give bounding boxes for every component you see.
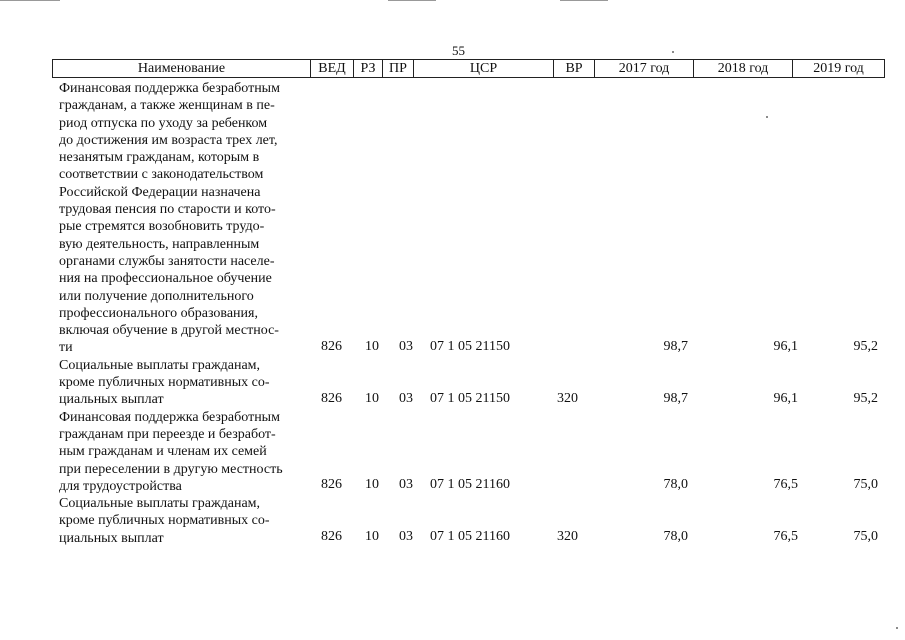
table-body	[59, 80, 889, 547]
row-pr: 03	[399, 390, 413, 406]
row-2018: 76,5	[773, 529, 798, 545]
row-ved: 826	[321, 477, 342, 493]
row-csr: 07 1 05 21150	[430, 390, 510, 406]
row-2019: 75,0	[853, 529, 878, 545]
row-2019: 95,2	[853, 338, 878, 354]
row-pr: 03	[399, 338, 413, 354]
scan-edge-line	[388, 0, 436, 1]
row-values	[59, 391, 889, 409]
header-2017: 2017 год	[595, 60, 694, 77]
row-csr: 07 1 05 21150	[430, 338, 510, 354]
row-csr: 07 1 05 21160	[430, 477, 510, 493]
row-rz: 10	[365, 390, 379, 406]
header-pr: ПР	[383, 60, 414, 77]
header-ved: ВЕД	[311, 60, 354, 77]
header-rz: РЗ	[354, 60, 383, 77]
row-ved: 826	[321, 529, 342, 545]
scan-edge-line	[560, 0, 608, 1]
row-ved: 826	[321, 338, 342, 354]
row-values	[59, 477, 889, 495]
row-2018: 96,1	[773, 338, 798, 354]
scan-speck	[672, 51, 674, 53]
row-name: Финансовая поддержка безработным гражданам при переезде и безработ- ным гражданам и членам их семей при переселении в другую местность для трудоустройства	[59, 409, 283, 494]
row-name: Социальные выплаты гражданам, кроме публичных нормативных со- циальных выплат	[59, 357, 270, 408]
row-vr: 320	[557, 529, 578, 545]
table-row	[59, 80, 889, 357]
row-values	[59, 339, 889, 357]
table-row	[59, 495, 889, 547]
row-vr: 320	[557, 390, 578, 406]
row-rz: 10	[365, 529, 379, 545]
row-rz: 10	[365, 338, 379, 354]
row-2017: 98,7	[663, 390, 688, 406]
row-2018: 96,1	[773, 390, 798, 406]
row-csr: 07 1 05 21160	[430, 529, 510, 545]
table-header	[52, 59, 885, 78]
page-number: 55	[452, 43, 465, 58]
row-pr: 03	[399, 477, 413, 493]
header-csr: ЦСР	[414, 60, 554, 77]
row-name: Финансовая поддержка безработным гражданам, а также женщинам в пе- риод отпуска по уходу за ребенком до достижения им возраста трех лет, незанятым гражданам, которым в соответствии с законодательством Российской Федерации назначена трудовая пенсия по старости и кото- рые стремятся возобновить трудо- вую деятельность, направленным органами службы занятости населе- ния на профессиональное обучение или получение дополнительного профессионального образования, включая обучение в другой местнос- ти	[59, 81, 280, 356]
row-ved: 826	[321, 390, 342, 406]
header-2019: 2019 год	[793, 60, 885, 77]
scan-speck	[896, 627, 898, 629]
header-vr: ВР	[554, 60, 595, 77]
table-row	[59, 409, 889, 495]
row-name: Социальные выплаты гражданам, кроме публичных нормативных со- циальных выплат	[59, 496, 270, 546]
header-2018: 2018 год	[694, 60, 793, 77]
row-2019: 75,0	[853, 477, 878, 493]
row-pr: 03	[399, 529, 413, 545]
row-2018: 76,5	[773, 477, 798, 493]
row-2017: 78,0	[663, 529, 688, 545]
row-values	[59, 529, 889, 547]
scan-edge-line	[0, 0, 60, 1]
row-2017: 78,0	[663, 477, 688, 493]
row-2017: 98,7	[663, 338, 688, 354]
row-rz: 10	[365, 477, 379, 493]
row-2019: 95,2	[853, 390, 878, 406]
header-name: Наименование	[53, 60, 311, 77]
table-row	[59, 357, 889, 409]
